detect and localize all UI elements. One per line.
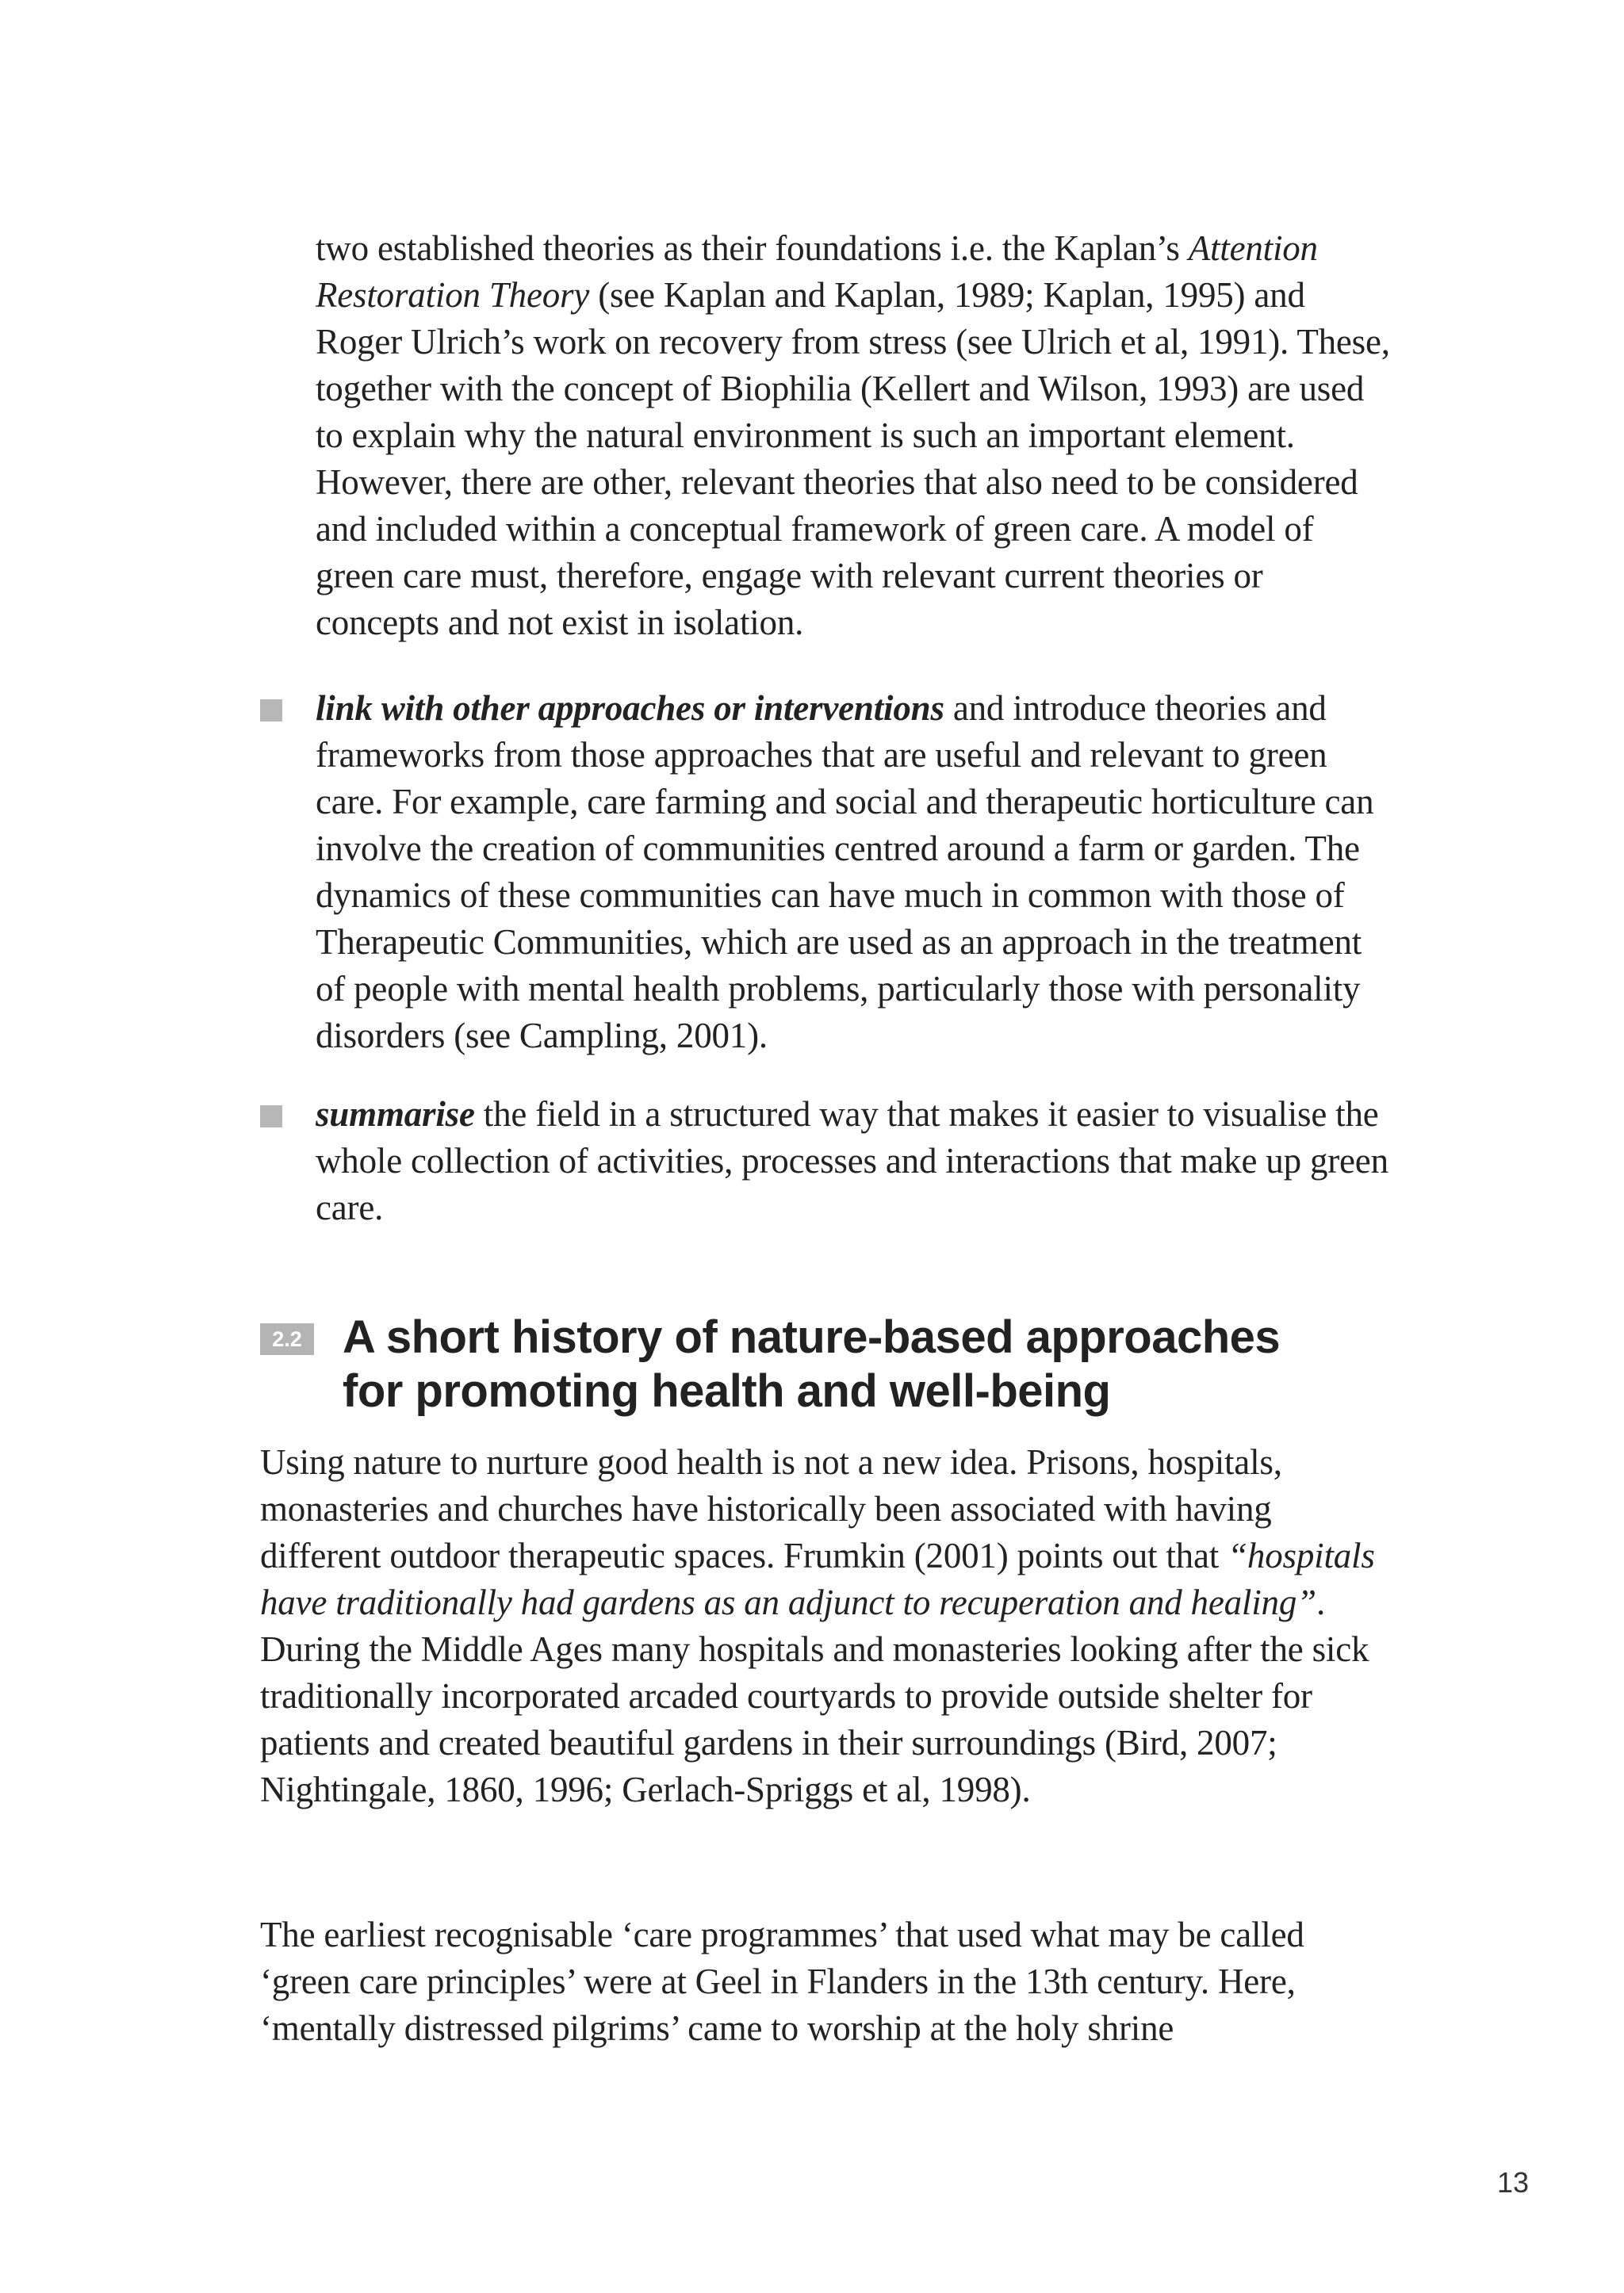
body-paragraph (260, 1439, 1378, 1813)
square-bullet-icon (260, 1105, 282, 1127)
theory-name: Attention Restoration Theory (316, 228, 1318, 315)
section-number-badge: 2.2 (260, 1323, 314, 1355)
square-bullet-icon (260, 699, 282, 722)
bullet-lead: summarise (316, 1094, 475, 1134)
frumkin-quote: “hospitals have traditionally had gardens as an adjunct to recuperation and healing” (260, 1536, 1375, 1622)
section-title (343, 1311, 1373, 1418)
paragraph-text-2: . During the Middle Ages many hospitals and monasteries looking after the sick traditionally incorporated arcaded courtyards to provide outside shelter for patients and created beautiful gardens in their surroundings (Bird, 2007; Nightingale, 1860, 1996; Gerlach-Spriggs et al, 1998). (260, 1583, 1369, 1809)
paragraph-text-1: Using nature to nurture good health is not a new idea. Prisons, hospitals, monasteries and churches have historically been associated with having different outdoor therapeutic spaces. Frumkin (2001) points out that (260, 1442, 1282, 1575)
page-number: 13 (1496, 2166, 1529, 2199)
body-paragraph: The earliest recognisable ‘care programmes’ that used what may be called ‘green care principles’ were at Geel in Flanders in the 13th century. Here, ‘mentally distressed pilgrims’ came to worship at the holy shrine (260, 1915, 1304, 2048)
bullet-body: and introduce theories and frameworks from those approaches that are useful and relevant to green care. For example, care farming and social and therapeutic horticulture can involve the creation of communities centred around a farm or garden. The dynamics of these communities can have much in common with those of Therapeutic Communities, which are used as an approach in the treatment of people with mental health problems, particularly those with personality disorders (see Campling, 2001). (316, 688, 1374, 1055)
bullet-text (316, 685, 1396, 1059)
continuation-text-1: two established theories as their foundations i.e. the Kaplan’s (316, 228, 1189, 268)
bullet-text (316, 1091, 1396, 1231)
section-title-line-1: A short history of nature-based approaches (343, 1311, 1281, 1363)
continuation-paragraph (316, 225, 1394, 646)
bullet-body: the field in a structured way that makes it easier to visualise the whole collection of activities, processes and interactions that make up green care. (316, 1094, 1388, 1227)
section-title-line-2: for promoting health and well-being (343, 1365, 1111, 1417)
bullet-lead: link with other approaches or interventions (316, 688, 944, 728)
continuation-text-2: (see Kaplan and Kaplan, 1989; Kaplan, 1995) and Roger Ulrich’s work on recovery from stress (see Ulrich et al, 1991). These, together with the concept of Biophilia (Kellert and Wilson, 1993) are used to explain why the natural environment is such an important element. However, there are other, relevant theories that also need to be considered and included within a conceptual framework of green care. A model of green care must, therefore, engage with relevant current theories or concepts and not exist in isolation. (316, 275, 1390, 642)
